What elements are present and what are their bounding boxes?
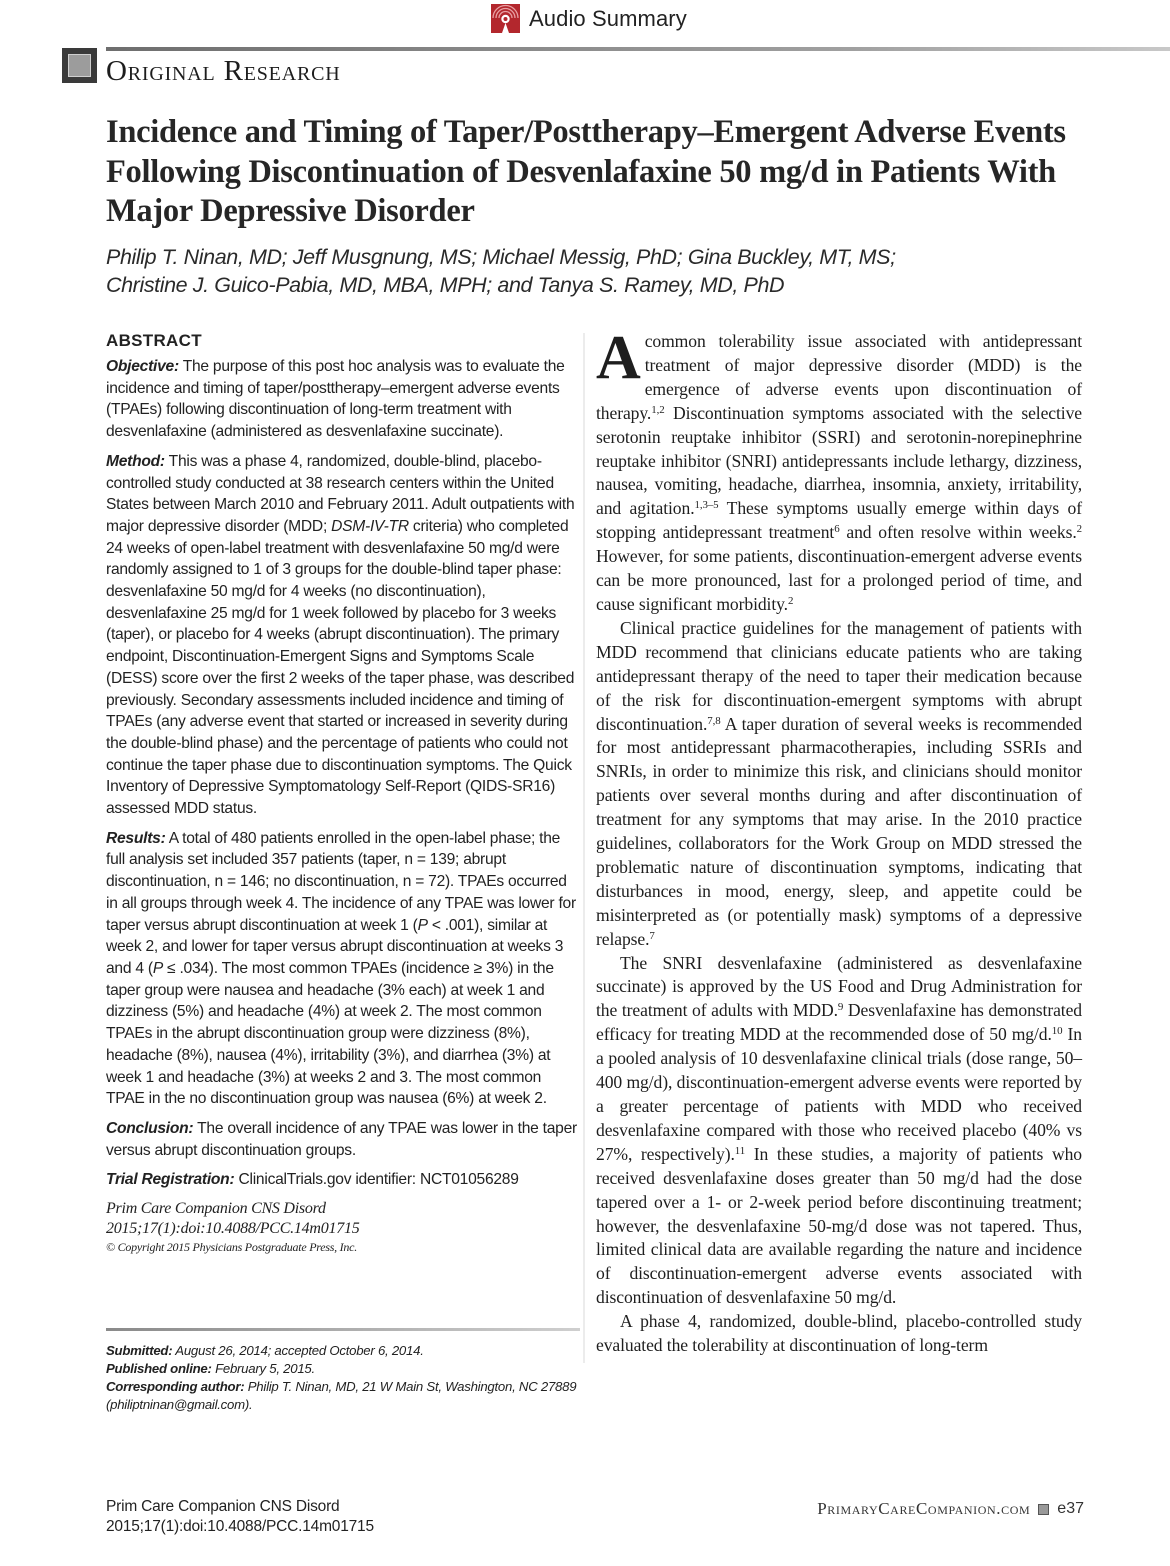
- results-text: A total of 480 patients enrolled in the open-label phase; the full analysis set included 357 patients (taper, n = 139; abrupt discontinuation, n = 146; no discontinuation, n = 72). TPAEs occurred in all groups through week 4. The incidence of any TPAE was lower for taper versus abrupt discontinuation at week 1 (: [106, 829, 576, 934]
- method-italic-term: DSM-IV-TR: [331, 517, 409, 535]
- article-notes: [106, 1342, 580, 1414]
- abstract: [106, 330, 580, 1255]
- body-text: The SNRI desvenlafaxine (administered as desvenlafaxine succinate) is approved by the US Food and Drug Administration for the treatment of adults with MDD.: [596, 952, 1082, 1021]
- submitted-note: [106, 1342, 580, 1360]
- reference-superscript[interactable]: 2: [788, 594, 794, 607]
- corresponding-label: Corresponding author:: [106, 1379, 245, 1394]
- body-text: In these studies, a majority of patients who received desvenlafaxine doses greater than 50 mg/d had the dose tapered over a 1- or 2-week period before discontinuing treatment; however, the desvenlafaxine 50-mg/d dose was not tapered. Thus, limited clinical data are available regarding the nature and incidence of discontinuation-emergent adverse events associated with discontinuation of desvenlafaxine 50 mg/d.: [596, 1143, 1082, 1308]
- abstract-method: [106, 451, 580, 820]
- reference-superscript[interactable]: 7,8: [707, 714, 721, 727]
- body-text: In a pooled analysis of 10 desvenlafaxine clinical trials (dose range, 50–400 mg/d), discontinuation-emergent adverse events were reported by a greater percentage of patients with MDD who received desvenlafaxine compared with those who received placebo (40% vs 27%, respectively).: [596, 1024, 1082, 1164]
- body-text: These symptoms usually emerge within days of stopping antidepressant treatment: [596, 498, 1082, 543]
- reference-superscript[interactable]: 9: [837, 1001, 844, 1014]
- body-paragraph: [596, 617, 1082, 952]
- citation-journal: Prim Care Companion CNS Disord: [106, 1200, 326, 1218]
- submitted-dates: August 26, 2014; accepted October 6, 2014.: [172, 1343, 424, 1358]
- square-bullet-icon: [1038, 1504, 1049, 1515]
- body-text: However, for some patients, discontinuation-emergent adverse events can be more pronounced, last for a prolonged period of time, and cause significant morbidity.: [596, 546, 1082, 614]
- citation-doi[interactable]: 2015;17(1):doi:10.4088/PCC.14m01715: [106, 1220, 360, 1238]
- article-title: Incidence and Timing of Taper/Posttherapy–Emergent Adverse Events Following Discontinuation of Desvenlafaxine 50 mg/d in Patients With Major Depressive Disorder: [106, 114, 1066, 229]
- results-text-cont: ≤ .034). The most common TPAEs (incidence ≥ 3%) in the taper group were nausea and headache (3% each) at week 1 and dizziness (5%) and headache (4%) at week 2. The most common TPAEs in the abrupt discontinuation group were dizziness (8%), headache (8%), nausea (4%), irritability (3%), and diarrhea (3%) at week 1 and headache (3%) at weeks 2 and 3. The most common TPAE in the no discontinuation group was nausea (6%) at week 2.: [106, 959, 554, 1108]
- reference-superscript[interactable]: 7: [649, 929, 655, 942]
- trial-label: Trial Registration:: [106, 1171, 235, 1189]
- method-label: Method:: [106, 452, 165, 470]
- column-divider: [583, 333, 585, 1363]
- submitted-label: Submitted:: [106, 1343, 173, 1358]
- abstract-objective: [106, 356, 580, 443]
- objective-text: The purpose of this post hoc analysis was to evaluate the incidence and timing of taper/posttherapy–emergent adverse events (TPAEs) following discontinuation of long-term treatment with desvenlafaxine (administered as desvenlafaxine succinate).: [106, 358, 565, 441]
- reference-superscript[interactable]: 10: [1051, 1025, 1063, 1038]
- body-paragraph: [596, 952, 1082, 1311]
- audio-broadcast-icon: [491, 4, 520, 33]
- footer-right: [817, 1499, 1084, 1519]
- abstract-trial-registration: [106, 1169, 580, 1191]
- section-label: Original Research: [106, 55, 341, 87]
- footer-journal: Prim Care Companion CNS Disord: [106, 1498, 340, 1515]
- audio-summary-label: Audio Summary: [529, 5, 687, 31]
- published-note: [106, 1360, 580, 1378]
- reference-superscript[interactable]: 6: [834, 523, 840, 536]
- authors-line-1: Philip T. Ninan, MD; Jeff Musgnung, MS; Michael Messig, PhD; Gina Buckley, MT, MS;: [106, 245, 896, 269]
- p-value-symbol: P: [417, 916, 428, 934]
- corresponding-note: [106, 1378, 580, 1414]
- footer-site-link[interactable]: PrimaryCareCompanion.com: [817, 1499, 1031, 1518]
- method-text: This was a phase 4, randomized, double-blind, placebo-controlled study conducted at 38 research centers within the United States between March 2010 and February 2011. Adult outpatients with major depressive disorder (MDD;: [106, 452, 575, 535]
- footer-citation: [106, 1497, 374, 1537]
- section-rule: [106, 47, 1170, 51]
- body-paragraph: A phase 4, randomized, double-blind, placebo-controlled study evaluated the tolerability at discontinuation of long-term: [596, 1311, 1082, 1356]
- abstract-results: [106, 828, 580, 1110]
- conclusion-text: The overall incidence of any TPAE was lower in the taper versus abrupt discontinuation groups.: [106, 1119, 577, 1159]
- journal-citation: [106, 1199, 580, 1239]
- body-text: Clinical practice guidelines for the management of patients with MDD recommend that clinicians educate patients who are taking antidepressant therapy of the need to taper their medication because of the risk for discontinuation-emergent symptoms with abrupt discontinuation.: [596, 617, 1082, 734]
- notes-divider: [106, 1328, 580, 1331]
- corresponding-author: Philip T. Ninan, MD, 21 W Main St, Washington, NC 27889 (philiptninan@gmail.com).: [106, 1379, 577, 1412]
- body-paragraph: [596, 324, 1082, 617]
- reference-superscript[interactable]: 11: [734, 1144, 746, 1157]
- trial-id[interactable]: ClinicalTrials.gov identifier: NCT01056289: [234, 1171, 519, 1189]
- page-number: e37: [1057, 1500, 1084, 1517]
- body-text: Desvenlafaxine has demonstrated efficacy for treating MDD at the recommended dose of 50 mg/d.: [596, 1000, 1082, 1045]
- body-text: common tolerability issue associated with antidepressant treatment of major depressive disorder (MDD) is the emergence of adverse events upon discontinuation of therapy.: [596, 331, 1082, 423]
- author-list: [106, 243, 1066, 299]
- results-label: Results:: [106, 829, 166, 847]
- reference-superscript[interactable]: 1,3–5: [694, 499, 719, 512]
- reference-superscript[interactable]: 2: [1076, 523, 1082, 536]
- audio-summary-link[interactable]: [491, 4, 687, 33]
- body-text: and often resolve within weeks.: [839, 522, 1077, 543]
- objective-label: Objective:: [106, 358, 179, 375]
- method-text-cont: criteria) who completed 24 weeks of open-label treatment with desvenlafaxine 50 mg/d were randomly assigned to 1 of 3 groups for the double-blind taper phase: desvenlafaxine 50 mg/d for 4 weeks (no discontinuation), desvenlafaxine 25 mg/d for 1 week followed by placebo for 3 weeks (taper), or placebo for 4 weeks (abrupt discontinuation). The primary endpoint, Discontinuation-Emergent Signs and Symptoms Scale (DESS) score over the first 2 weeks of the taper phase, was described previously. Secondary assessments included incidence and timing of TPAEs (any adverse event that started or increased in severity during the double-blind phase) and the percentage of patients who could not continue the taper phase due to discontinuation symptoms. The Quick Inventory of Depressive Symptomatology Self-Report (QIDS-SR16) assessed MDD status.: [106, 517, 575, 818]
- article-body: [596, 324, 1082, 1358]
- published-date: February 5, 2015.: [211, 1361, 315, 1376]
- copyright: © Copyright 2015 Physicians Postgraduate Press, Inc.: [106, 1240, 357, 1255]
- results-text-cont: < .001), similar at week 2, and lower for taper versus abrupt discontinuation at weeks 3 and 4 (: [106, 916, 564, 977]
- drop-cap: A: [596, 324, 641, 392]
- published-label: Published online:: [106, 1361, 212, 1376]
- p-value-symbol: P: [152, 959, 163, 977]
- conclusion-label: Conclusion:: [106, 1119, 194, 1137]
- abstract-heading: ABSTRACT: [106, 331, 202, 350]
- footer-doi: 2015;17(1):doi:10.4088/PCC.14m01715: [106, 1518, 374, 1535]
- authors-line-2: Christine J. Guico-Pabia, MD, MBA, MPH; and Tanya S. Ramey, MD, PhD: [106, 273, 785, 297]
- body-text: A taper duration of several weeks is recommended for most antidepressant pharmacotherapies, including SSRIs and SNRIs, in order to minimize this risk, and clinicians should monitor patients over several months during and after discontinuation of treatment for any symptoms that may arise. In the 2010 practice guidelines, collaborators for the Work Group on MDD stressed the problematic nature of discontinuation symptoms, indicating that disturbances in mood, energy, sleep, and appetite could be misinterpreted as (or potentially mask) symptoms of a depressive relapse.: [596, 713, 1082, 949]
- abstract-conclusion: [106, 1118, 580, 1161]
- section-marker-icon: [62, 48, 97, 83]
- body-text: Discontinuation symptoms associated with the selective serotonin reuptake inhibitor (SSRI) and serotonin-norepinephrine reuptake inhibitor (SNRI) antidepressants include lethargy, dizziness, nausea, vomiting, headache, diarrhea, insomnia, anxiety, irritability, and agitation.: [596, 402, 1082, 519]
- reference-superscript[interactable]: 1,2: [651, 403, 665, 416]
